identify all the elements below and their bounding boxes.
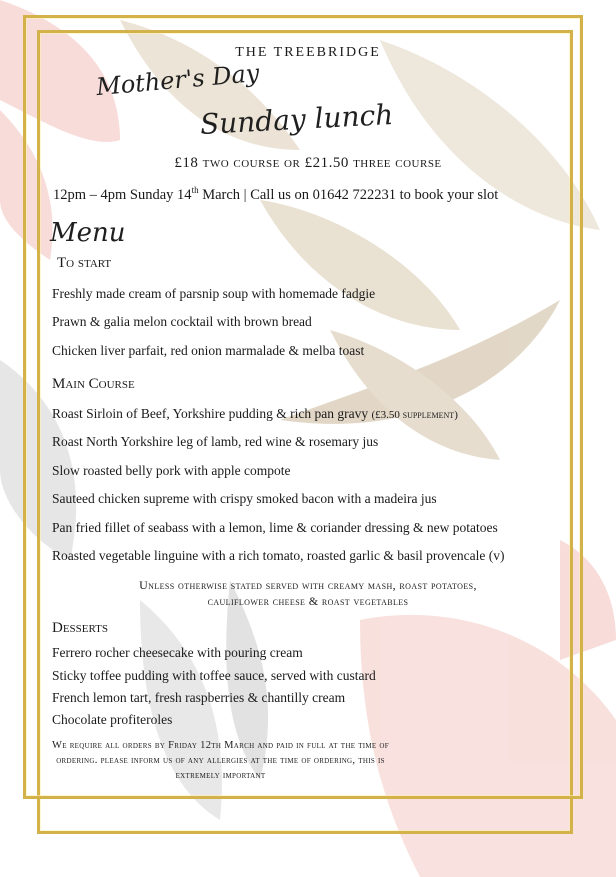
main-item-text: Roast Sirloin of Beef, Yorkshire pudding & rich pan gravy <box>52 406 369 421</box>
dessert-item: Ferrero rocher cheesecake with pouring cream <box>52 645 303 660</box>
supplement-note: (£3.50 supplement) <box>371 409 458 421</box>
venue-name: THE TREEBRIDGE <box>235 45 381 60</box>
starter-item: Freshly made cream of parsnip soup with homemade fadgie <box>52 286 376 301</box>
mothers-day-title: Mother's Day <box>95 58 261 102</box>
main-item: Sauteed chicken supreme with crispy smoked bacon with a madeira jus <box>52 491 437 506</box>
times-and-booking <box>53 185 498 204</box>
ordering-notice: We require all orders by Friday 12th March and paid in full at the time of ordering. please inform us of any allergies at the time of ordering, this is extremely important <box>52 740 389 781</box>
mains-heading: Main Course <box>52 376 135 392</box>
main-item: Roasted vegetable linguine with a rich tomato, roasted garlic & basil provencale (v) <box>52 548 505 563</box>
dessert-item: Sticky toffee pudding with toffee sauce, served with custard <box>52 668 376 683</box>
sunday-lunch-title: Sunday lunch <box>199 97 395 142</box>
main-item: Roast North Yorkshire leg of lamb, red wine & rosemary jus <box>52 434 379 449</box>
main-item: Pan fried fillet of seabass with a lemon, lime & coriander dressing & new potatoes <box>52 520 498 535</box>
times-suffix: March | Call us on 01642 722231 to book your slot <box>198 186 499 203</box>
times-ordinal: th <box>191 185 199 195</box>
desserts-heading: Desserts <box>52 620 109 636</box>
starter-item: Prawn & galia melon cocktail with brown bread <box>52 314 312 329</box>
starters-heading: To start <box>57 255 112 271</box>
main-item: Slow roasted belly pork with apple compote <box>52 463 291 478</box>
dessert-item: Chocolate profiteroles <box>52 712 173 727</box>
menu-heading: Menu <box>50 218 126 248</box>
dessert-item: French lemon tart, fresh raspberries & chantilly cream <box>52 690 346 705</box>
pricing-line: £18 two course or £21.50 three course <box>174 155 442 171</box>
starter-item: Chicken liver parfait, red onion marmalade & melba toast <box>52 343 365 358</box>
main-item <box>52 406 458 422</box>
times-prefix: 12pm – 4pm Sunday 14 <box>53 186 192 203</box>
mains-served-with-line2: cauliflower cheese & roast vegetables <box>207 594 409 608</box>
mains-served-with-line1: Unless otherwise stated served with creamy mash, roast potatoes, <box>139 578 477 592</box>
